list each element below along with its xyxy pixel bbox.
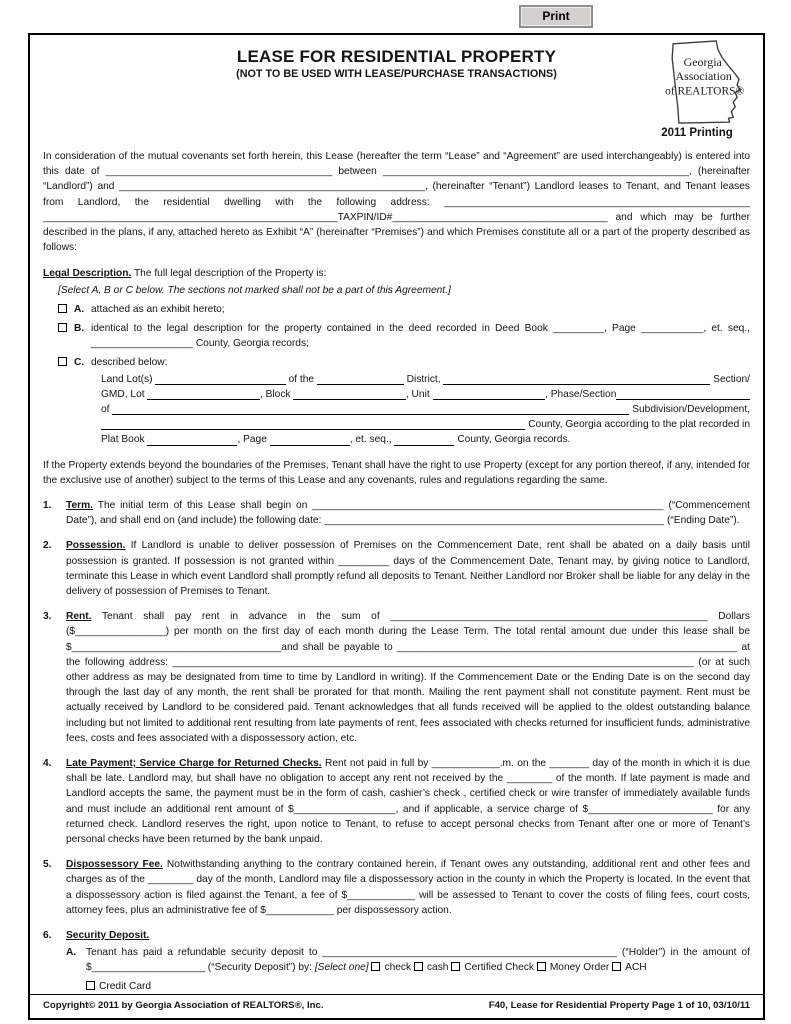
- text-segment: County, Georgia records.: [454, 434, 571, 446]
- text-segment: , Block: [259, 388, 294, 400]
- legal-option-a: [58, 302, 750, 317]
- section-late-payment: [43, 756, 750, 847]
- section-rent-number: 3.: [43, 611, 52, 623]
- legal-description-heading-line: [43, 266, 750, 281]
- text-segment: District,: [403, 373, 444, 385]
- footer-form-number: F40, Lease for Residential Property Page 1 of 10, 03/10/11: [488, 999, 750, 1011]
- text-segment: , Page: [237, 434, 270, 446]
- security-deposit-item-a: [66, 945, 750, 994]
- section-late-payment-heading: Late Payment; Service Charge for Returned Checks.: [66, 758, 322, 770]
- legal-description-heading: Legal Description.: [43, 268, 132, 280]
- payment-option-certified-check-label: Certified Check: [464, 962, 534, 974]
- logo-text-line2: Association: [675, 69, 732, 84]
- section-dispossessory-number: 5.: [43, 859, 52, 871]
- security-deposit-a-letter: A.: [66, 947, 77, 959]
- blank-field[interactable]: [317, 384, 404, 385]
- checkbox-legal-a[interactable]: [58, 304, 67, 313]
- payment-option-credit-card: [86, 981, 151, 992]
- property-extends-text: If the Property extends beyond the boundaries of the Premises, Tenant shall have the right to use Property (except for any portion thereof, if any, intended for the exclusive use of another) subject to the terms of this Lease and any covenants, rules and regulations regarding the same.: [43, 459, 750, 486]
- logo-text-line1: Georgia: [683, 54, 722, 69]
- blank-field[interactable]: [394, 445, 454, 446]
- section-dispossessory-heading: Dispossessory Fee.: [66, 859, 163, 871]
- logo-text-line3: of REALTORS®: [665, 85, 745, 98]
- security-deposit-a-body: [86, 945, 750, 994]
- legal-description-section: [43, 266, 750, 447]
- payment-option-check-label: check: [384, 962, 412, 974]
- land-lot-line: [101, 372, 750, 387]
- gar-logo: [646, 39, 748, 141]
- select-one-note: [Select one]: [314, 962, 369, 974]
- section-late-payment-body: [66, 756, 750, 847]
- legal-description-heading-rest: The full legal description of the Property is:: [131, 268, 327, 280]
- print-button-row: [0, 0, 791, 33]
- section-possession-number: 2.: [43, 540, 52, 552]
- section-term-heading: Term.: [66, 499, 93, 511]
- checkbox-payment-check[interactable]: [371, 962, 380, 971]
- blank-field[interactable]: [155, 384, 285, 385]
- text-segment: GMD, Lot: [101, 388, 148, 400]
- section-security-deposit-heading-line: [66, 928, 750, 943]
- section-dispossessory-text: Notwithstanding anything to the contrary contained herein, if Tenant owes any outstanding, additional rent and other fees and charges as of the ________ day of the month, Landlord may file a dispossessory action in the county in which the Property is located. In the event that a dispossessory action is filed against the Tenant, a fee of $____________ will be assessed to Tenant to cover the costs of filing fees, court costs, attorney fees, plus an administrative fee of $____________ per dispossessory action.: [66, 859, 751, 916]
- checkbox-payment-certified-check[interactable]: [451, 962, 460, 971]
- blank-field[interactable]: [443, 384, 710, 385]
- county-plat-line: [101, 417, 750, 432]
- section-dispossessory-body: [66, 857, 750, 918]
- text-segment: County, Georgia according to the plat recorded in: [525, 419, 750, 431]
- blank-field[interactable]: [433, 399, 546, 400]
- section-late-payment-number: 4.: [43, 758, 52, 770]
- legal-option-a-letter: A.: [74, 303, 85, 315]
- section-security-deposit-body: [66, 928, 750, 994]
- georgia-state-outline-icon: [649, 39, 745, 125]
- blank-field[interactable]: [112, 414, 629, 415]
- text-segment: , Unit: [405, 388, 433, 400]
- legal-option-c-letter: C.: [74, 357, 85, 369]
- legal-option-c-text: described below:: [91, 357, 168, 369]
- payment-option-certified-check: [451, 962, 534, 973]
- gmd-lot-line: [101, 387, 750, 402]
- legal-option-c: [58, 355, 750, 370]
- page-title: LEASE FOR RESIDENTIAL PROPERTY: [236, 47, 557, 66]
- section-possession: [43, 538, 750, 599]
- printing-year: 2011 Printing: [661, 127, 733, 139]
- section-possession-heading: Possession.: [66, 540, 126, 552]
- blank-field[interactable]: [616, 399, 750, 400]
- payment-option-cash: [414, 962, 449, 973]
- payment-option-check: [371, 962, 411, 973]
- document-page: [28, 33, 765, 1020]
- payment-option-ach: [612, 962, 647, 973]
- text-segment: Subdivision/Development,: [629, 404, 750, 415]
- plat-book-line: [101, 432, 750, 447]
- payment-option-ach-label: ACH: [625, 962, 647, 974]
- legal-option-b-letter: B.: [74, 323, 85, 335]
- checkbox-payment-credit-card[interactable]: [86, 981, 95, 990]
- section-term-text: The initial term of this Lease shall begin on ______________________________________________________________ (“Commencement Date”), and shall end on (and include) the following date: ____________________________________________________________ (“Ending Date”).: [66, 499, 750, 527]
- section-rent-body: [66, 609, 750, 746]
- text-segment: Land Lot(s): [101, 373, 156, 385]
- section-term: [43, 498, 750, 528]
- checkbox-payment-money-order[interactable]: [537, 962, 546, 971]
- payment-option-money-order-label: Money Order: [549, 962, 610, 974]
- text-segment: , Phase/Section: [545, 388, 617, 400]
- legal-option-b-text: identical to the legal description for the property contained in the deed recorded in Deed Book _________, Page ___________, et. seq., __________________ County, Georgia records;: [91, 323, 750, 350]
- section-security-deposit: [43, 928, 750, 994]
- property-extends-paragraph: [43, 458, 750, 488]
- checkbox-payment-cash[interactable]: [414, 962, 423, 971]
- text-segment: Plat Book: [101, 434, 148, 446]
- checkbox-legal-b[interactable]: [58, 323, 67, 332]
- section-rent-heading: Rent.: [66, 611, 92, 623]
- legal-option-a-text: attached as an exhibit hereto;: [91, 303, 225, 315]
- intro-text: In consideration of the mutual covenants set forth herein, this Lease (hereafter the term “Lease” and “Agreement” are used interchangeably) is entered into this date of ________________________________________ between ______________________________________________________, (hereinafter “Landlord”) and ______________________________________________________, (hereinafter “Tenant”) Landlord leases to Tenant, and Tenant leases from Landlord, the residential dwelling with the following address: ______________________________________________________ ____________________________________________________TAXPIN/ID#______________________________________ and which may be further described in the plans, if any, attached hereto as Exhibit “A” (hereinafter “Premises”) and which Premises constitute all or a part of the property described as follows:: [43, 151, 750, 254]
- blank-field[interactable]: [101, 429, 525, 430]
- text-segment: of the: [285, 373, 317, 385]
- checkbox-legal-c[interactable]: [58, 357, 67, 366]
- security-deposit-a-text: Tenant has paid a refundable security deposit to ____________________________________________________ (“Holder”) in the amount of $____________________ (“Security Deposit”) by:: [86, 947, 750, 974]
- payment-option-cash-label: cash: [426, 962, 449, 974]
- payment-option-credit-card-label: Credit Card: [99, 980, 152, 992]
- credit-card-line: [86, 979, 750, 994]
- intro-paragraph: [43, 149, 750, 255]
- text-segment: Section/: [710, 373, 750, 385]
- document-header: [43, 39, 750, 143]
- page-subtitle: (NOT TO BE USED WITH LEASE/PURCHASE TRANSACTIONS): [236, 68, 557, 81]
- section-term-body: [66, 498, 750, 528]
- footer-copyright: Copyright© 2011 by Georgia Association of REALTORS®, Inc.: [43, 999, 324, 1011]
- section-dispossessory: [43, 857, 750, 918]
- checkbox-payment-ach[interactable]: [612, 962, 621, 971]
- text-segment: of: [101, 404, 113, 415]
- section-rent: [43, 609, 750, 746]
- section-possession-text: If Landlord is unable to deliver possession of Premises on the Commencement Date, rent shall be abated on a daily basis until possession is granted. If possession is not granted within _________ days of the Commencement Date, Tenant may, by giving notice to Landlord, terminate this Lease in which event Landlord shall promptly refund all deposits to Tenant. Neither Landlord nor Broker shall be liable for any delay in the delivery of possession of Premises to Tenant.: [66, 540, 750, 597]
- section-late-payment-text: Rent not paid in full by ____________.m. on the _______ day of the month in which it is due shall be late. Landlord may, but shall have no obligation to accept any rent not received by the ________ of the month. If late payment is made and Landlord accepts the same, the payment must be in the form of cash, cashier’s check , certified check or wire transfer of immediately available funds and must include an additional rent amount of $__________________, and if applicable, a service charge of $______________________ for any returned check. Landlord reserves the right, upon notice to Tenant, to refuse to accept personal checks from Tenant after one or more of Tenant’s personal checks have been returned by the bank unpaid.: [66, 758, 751, 846]
- section-possession-body: [66, 538, 750, 599]
- legal-option-b: [58, 321, 750, 351]
- section-security-deposit-heading: Security Deposit.: [66, 930, 150, 942]
- select-abc-note: [Select A, B or C below. The sections not marked shall not be a part of this Agreement.]: [58, 284, 451, 296]
- section-security-deposit-number: 6.: [43, 930, 52, 942]
- text-segment: , et. seq.,: [349, 434, 395, 446]
- blank-field[interactable]: [147, 445, 237, 446]
- section-rent-text: Tenant shall pay rent in advance in the sum of ________________________________________________________ Dollars ($________________) per month on the first day of each month during the Lease Term. The total rental amount due under this lease shall be $_____________________________________and shall be payable to ____________________________________________________________ at the following address: ____________________________________________________________________________________________ (or at such other address as may be designated from time to time by Landlord in writing). If the Commencement Date or the Ending Date is on the second day through the last day of any month, the rent shall be prorated for that month. Mailing the rent payment shall not constitute payment. Rent must be actually received by Landlord to be considered paid. Tenant acknowledges that all funds received will be applied to the oldest outstanding balance including but not limited to additional rent resulting from late payments of rent, fees associated with checks returned for insufficient funds, administrative fees, costs and fees associated with a dispossessory action, etc.: [66, 611, 750, 744]
- subdivision-line: [101, 402, 750, 417]
- page-footer: [30, 994, 763, 1018]
- payment-option-money-order: [537, 962, 609, 973]
- blank-field[interactable]: [270, 445, 350, 446]
- print-button[interactable]: Print: [519, 5, 593, 28]
- blank-field[interactable]: [293, 399, 406, 400]
- legal-option-c-details: [101, 372, 750, 448]
- section-term-number: 1.: [43, 499, 52, 511]
- blank-field[interactable]: [147, 399, 260, 400]
